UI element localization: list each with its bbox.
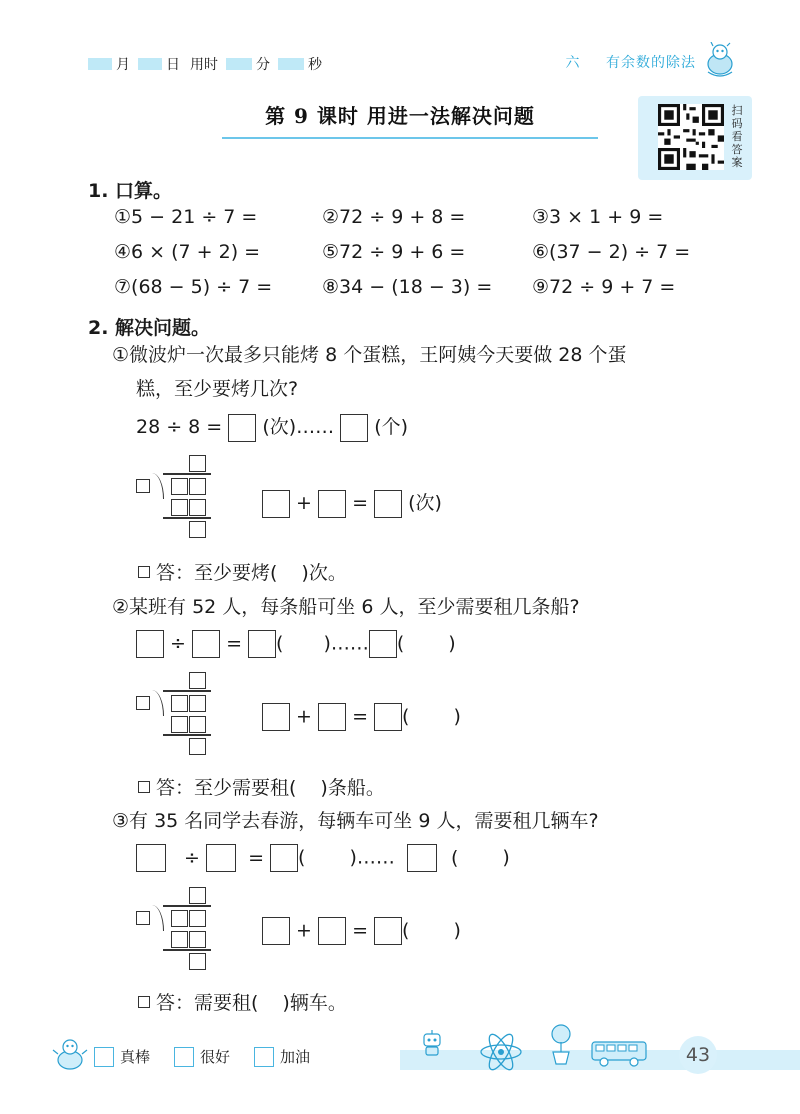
ld-dividend-box[interactable] (189, 478, 206, 495)
oral-problem: ⑨72 ÷ 9 + 7 = (532, 276, 676, 298)
second-label: 秒 (308, 57, 322, 73)
second-blank[interactable] (278, 58, 304, 70)
problem-3-text: ③有 35 名同学去春游，每辆车可坐 9 人，需要租几辆车? (112, 810, 599, 832)
section-2-title: 2. 解决问题。 (88, 317, 211, 339)
remainder-box[interactable] (407, 844, 437, 872)
mascot-icon (700, 42, 740, 78)
open-paren: ( (298, 846, 306, 869)
ld-dividend-box[interactable] (171, 478, 188, 495)
divide-sign: ÷ (184, 846, 200, 869)
chapter-heading (566, 52, 696, 72)
division-bar (163, 690, 211, 692)
divisor-box[interactable] (192, 630, 220, 658)
unit-times: (次) (408, 492, 442, 514)
close-paren: ) (453, 705, 461, 728)
minute-blank[interactable] (226, 58, 252, 70)
open-paren: ( (450, 846, 459, 869)
ld-quotient-box[interactable] (189, 455, 206, 472)
plus-sign: + (296, 919, 312, 942)
problem-2-text: ②某班有 52 人，每条船可坐 6 人，至少需要租几条船? (112, 596, 580, 618)
ld-divisor-box[interactable] (136, 911, 150, 925)
addend-box[interactable] (262, 490, 290, 518)
problem-1-sum (262, 488, 442, 518)
problem-3-answer (138, 988, 347, 1015)
section-1-title: 1. 口算。 (88, 180, 173, 202)
oral-row-2 (114, 241, 740, 263)
answer-prefix: 答：至少要烤( (156, 562, 278, 584)
sum-box[interactable] (374, 917, 402, 945)
ld-divisor-box[interactable] (136, 479, 150, 493)
quotient-box[interactable] (228, 414, 256, 442)
equals-sign: = (352, 705, 368, 728)
ld-quotient-box[interactable] (189, 672, 206, 689)
rating-label: 加油 (280, 1048, 311, 1066)
ld-product-box[interactable] (171, 931, 188, 948)
rating-label: 很好 (200, 1048, 231, 1066)
oral-problem: ⑦(68 − 5) ÷ 7 = (114, 276, 273, 298)
addend-box[interactable] (318, 490, 346, 518)
problem-1-equation (136, 412, 408, 442)
answer-prefix: 答：至少需要租( (156, 777, 297, 799)
dividend-box[interactable] (136, 844, 166, 872)
remainder-box[interactable] (369, 630, 397, 658)
oral-problem: ⑥(37 − 2) ÷ 7 = (532, 241, 691, 263)
oral-problem: ⑧34 − (18 − 3) = (322, 276, 493, 298)
open-paren: ( (402, 705, 410, 728)
division-bracket (150, 905, 164, 931)
bus-icon (590, 1038, 648, 1068)
problem-2-sum (262, 703, 461, 731)
problem-3-equation (136, 844, 510, 872)
ld-product-box[interactable] (189, 931, 206, 948)
atom-icon (478, 1032, 524, 1072)
page-footer (0, 1028, 800, 1114)
dividend-box[interactable] (136, 630, 164, 658)
time-used-label: 用时 (190, 57, 218, 73)
oral-row-1 (114, 206, 740, 228)
minute-label: 分 (256, 57, 270, 73)
qr-label: 扫码看答案 (731, 104, 743, 169)
qr-code-panel[interactable] (638, 96, 752, 180)
ld-remainder-box[interactable] (189, 953, 206, 970)
date-time-fields (88, 54, 330, 74)
problem-1-text-line-2: 糕，至少要烤几次? (136, 378, 299, 400)
problem-2-equation (136, 630, 456, 658)
ld-product-box[interactable] (189, 499, 206, 516)
oral-problem: ②72 ÷ 9 + 8 = (322, 206, 466, 228)
rating-great[interactable] (94, 1046, 150, 1067)
day-blank[interactable] (138, 58, 162, 70)
unit-times-remainder: (次)…… (262, 416, 335, 438)
answer-checkbox[interactable] (138, 566, 150, 578)
ld-product-box[interactable] (189, 716, 206, 733)
rating-keep-going[interactable] (254, 1046, 310, 1067)
lesson-title: 第 9 课时 用进一法解决问题 (265, 104, 535, 128)
open-paren: ( (396, 632, 405, 655)
addend-box[interactable] (262, 703, 290, 731)
ld-dividend-box[interactable] (171, 910, 188, 927)
month-label: 月 (116, 57, 130, 73)
subtraction-bar (163, 949, 211, 951)
page-number: 43 (679, 1036, 717, 1074)
mascot-icon (50, 1034, 90, 1074)
rating-checkbox[interactable] (254, 1047, 274, 1067)
plus-sign: + (296, 492, 312, 514)
oral-problem: ⑤72 ÷ 9 + 6 = (322, 241, 466, 263)
ld-dividend-box[interactable] (171, 695, 188, 712)
sum-box[interactable] (374, 703, 402, 731)
close-paren: ) (323, 632, 331, 655)
equals-sign: = (248, 846, 264, 869)
equals-sign: = (352, 492, 368, 514)
day-label: 日 (166, 57, 180, 73)
close-paren: ) (349, 846, 357, 869)
long-division-2 (136, 672, 236, 772)
month-blank[interactable] (88, 58, 112, 70)
problem-1-answer (138, 558, 347, 585)
title-underline (222, 137, 598, 139)
oral-problem: ④6 × (7 + 2) = (114, 241, 261, 263)
close-paren: ) (448, 632, 456, 655)
oral-problem: ①5 − 21 ÷ 7 = (114, 206, 258, 228)
rating-good[interactable] (174, 1046, 230, 1067)
robot-icon (416, 1028, 448, 1058)
rating-checkbox[interactable] (174, 1047, 194, 1067)
answer-suffix: )条船。 (320, 777, 385, 799)
open-paren: ( (402, 919, 410, 942)
answer-suffix: )辆车。 (282, 992, 347, 1014)
answer-checkbox[interactable] (138, 996, 150, 1008)
plant-pot-icon (544, 1022, 578, 1068)
subtraction-bar (163, 734, 211, 736)
quotient-box[interactable] (270, 844, 298, 872)
problem-1-text-line-1: ①微波炉一次最多只能烤 8 个蛋糕，王阿姨今天要做 28 个蛋 (112, 344, 627, 366)
ld-quotient-box[interactable] (189, 887, 206, 904)
ld-remainder-box[interactable] (189, 738, 206, 755)
sum-box[interactable] (374, 490, 402, 518)
division-bracket (150, 473, 164, 499)
division-bracket (150, 690, 164, 716)
plus-sign: + (296, 705, 312, 728)
addend-box[interactable] (318, 703, 346, 731)
subtraction-bar (163, 517, 211, 519)
answer-prefix: 答：需要租( (156, 992, 259, 1014)
remainder-dots: …… (330, 632, 369, 655)
oral-problem: ③3 × 1 + 9 = (532, 206, 664, 228)
ld-product-box[interactable] (171, 716, 188, 733)
ld-dividend-box[interactable] (189, 910, 206, 927)
unit-pieces: (个) (374, 416, 409, 438)
answer-checkbox[interactable] (138, 781, 150, 793)
divide-sign: ÷ (170, 632, 186, 655)
equals-sign: = (352, 919, 368, 942)
equals-sign: = (226, 632, 242, 655)
ld-divisor-box[interactable] (136, 696, 150, 710)
answer-suffix: )次。 (301, 562, 347, 584)
ld-remainder-box[interactable] (189, 521, 206, 538)
ld-dividend-box[interactable] (189, 695, 206, 712)
remainder-box[interactable] (340, 414, 368, 442)
long-division-1 (136, 455, 236, 555)
division-bar (163, 473, 211, 475)
ld-product-box[interactable] (171, 499, 188, 516)
rating-checkbox[interactable] (94, 1047, 114, 1067)
close-paren: ) (453, 919, 461, 942)
chapter-title: 有余数的除法 (606, 55, 696, 71)
qr-code-icon[interactable] (658, 104, 724, 170)
problem-3-sum (262, 917, 461, 945)
chapter-number: 六 (565, 55, 581, 71)
quotient-box[interactable] (248, 630, 276, 658)
page-header (0, 46, 800, 76)
long-division-3 (136, 887, 236, 987)
problem-2-answer (138, 773, 385, 800)
rating-label: 真棒 (120, 1048, 151, 1066)
divisor-box[interactable] (206, 844, 236, 872)
remainder-dots: …… (356, 846, 395, 869)
close-paren: ) (502, 846, 510, 869)
addend-box[interactable] (262, 917, 290, 945)
equation-prefix: 28 ÷ 8 = (136, 416, 223, 438)
addend-box[interactable] (318, 917, 346, 945)
oral-row-3 (114, 276, 740, 298)
open-paren: ( (276, 632, 284, 655)
division-bar (163, 905, 211, 907)
